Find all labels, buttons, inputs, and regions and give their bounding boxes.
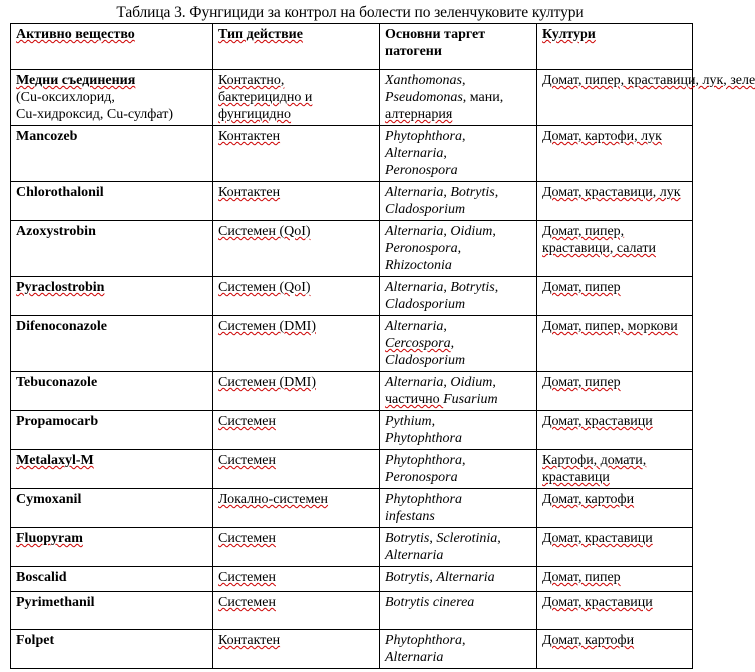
table-row bbox=[11, 70, 693, 126]
cell-action: Контактно, бактерицидно и фунгицидно bbox=[213, 70, 380, 126]
cell-substance: Chlorothalonil bbox=[11, 182, 213, 221]
cell-action: Системен bbox=[213, 411, 380, 450]
cell-targets: Phytophthora, Alternaria bbox=[380, 630, 537, 669]
header-action: Тип действие bbox=[213, 24, 380, 70]
header-row bbox=[11, 24, 693, 70]
table-row bbox=[11, 528, 693, 567]
cell-substance: Difenoconazole bbox=[11, 316, 213, 372]
cell-action: Системен bbox=[213, 592, 380, 630]
header-crops: Култури bbox=[537, 24, 693, 70]
table-row bbox=[11, 221, 693, 277]
cell-substance: Azoxystrobin bbox=[11, 221, 213, 277]
cell-substance: Metalaxyl-M bbox=[11, 450, 213, 489]
cell-targets: Botrytis cinerea bbox=[380, 592, 537, 630]
cell-substance: Folpet bbox=[11, 630, 213, 669]
cell-action: Системен (DMI) bbox=[213, 316, 380, 372]
cell-action: Системен bbox=[213, 528, 380, 567]
cell-substance: Fluopyram bbox=[11, 528, 213, 567]
cell-targets: Alternaria, Botrytis, Cladosporium bbox=[380, 277, 537, 316]
table-row bbox=[11, 567, 693, 592]
cell-crops: Домат, краставици bbox=[537, 592, 693, 630]
cell-targets: Alternaria, Cercospora, Cladosporium bbox=[380, 316, 537, 372]
cell-targets: Phytophthora, Peronospora bbox=[380, 450, 537, 489]
cell-action: Системен (QoI) bbox=[213, 277, 380, 316]
cell-crops: Картофи, домати, краставици bbox=[537, 450, 693, 489]
table-row bbox=[11, 592, 693, 630]
cell-action: Контактен bbox=[213, 126, 380, 182]
cell-action: Контактен bbox=[213, 630, 380, 669]
cell-action: Системен bbox=[213, 450, 380, 489]
cell-crops: Домат, краставици bbox=[537, 528, 693, 567]
fungicides-table bbox=[10, 23, 755, 669]
cell-action: Локално-системен bbox=[213, 489, 380, 528]
table-row bbox=[11, 450, 693, 489]
cell-crops: Домат, пипер bbox=[537, 567, 693, 592]
cell-targets: Pythium, Phytophthora bbox=[380, 411, 537, 450]
cell-crops: Домат, картофи bbox=[537, 489, 693, 528]
cell-targets: Phytophthora, Alternaria, Peronospora bbox=[380, 126, 537, 182]
cell-targets: Botrytis, Sclerotinia, Alternaria bbox=[380, 528, 537, 567]
cell-substance: Cymoxanil bbox=[11, 489, 213, 528]
table-row bbox=[11, 630, 693, 669]
cell-targets: Alternaria, Botrytis, Cladosporium bbox=[380, 182, 537, 221]
cell-substance: Медни съединения (Cu-оксихлорид, Cu-хидроксид, Cu-сулфат) bbox=[11, 70, 213, 126]
header-substance: Активно вещество bbox=[11, 24, 213, 70]
table-row bbox=[11, 316, 693, 372]
table-caption: Таблица 3. Фунгициди за контрол на болести по зеленчуковите култури bbox=[116, 4, 584, 21]
table-row bbox=[11, 277, 693, 316]
cell-crops: Домат, пипер bbox=[537, 372, 693, 411]
table-row bbox=[11, 372, 693, 411]
cell-substance: Tebuconazole bbox=[11, 372, 213, 411]
cell-substance: Pyraclostrobin bbox=[11, 277, 213, 316]
cell-action: Системен (QoI) bbox=[213, 221, 380, 277]
cell-action: Контактен bbox=[213, 182, 380, 221]
cell-crops: Домат, краставици, лук bbox=[537, 182, 693, 221]
cell-substance: Boscalid bbox=[11, 567, 213, 592]
cell-substance: Mancozeb bbox=[11, 126, 213, 182]
table-row bbox=[11, 182, 693, 221]
cell-targets: Botrytis, Alternaria bbox=[380, 567, 537, 592]
cell-crops: Домат, пипер bbox=[537, 277, 693, 316]
table-row bbox=[11, 126, 693, 182]
cell-targets: Alternaria, Oidium, Peronospora, Rhizoctonia bbox=[380, 221, 537, 277]
cell-substance: Pyrimethanil bbox=[11, 592, 213, 630]
cell-action: Системен bbox=[213, 567, 380, 592]
cell-crops: Домат, картофи, лук bbox=[537, 126, 693, 182]
cell-crops: Домат, пипер, краставици, салати bbox=[537, 221, 693, 277]
header-targets: Основни таргет патогени bbox=[380, 24, 537, 70]
cell-targets: Alternaria, Oidium, частично Fusarium bbox=[380, 372, 537, 411]
cell-crops: Домат, пипер, моркови bbox=[537, 316, 693, 372]
cell-substance: Propamocarb bbox=[11, 411, 213, 450]
cell-crops: Домат, пипер, краставици, лук, зеле bbox=[537, 70, 693, 126]
cell-action: Системен (DMI) bbox=[213, 372, 380, 411]
table-row bbox=[11, 411, 693, 450]
cell-crops: Домат, картофи bbox=[537, 630, 693, 669]
cell-crops: Домат, краставици bbox=[537, 411, 693, 450]
cell-targets: Xanthomonas, Pseudomonas, мани, алтернария bbox=[380, 70, 537, 126]
cell-targets: Phytophthora infestans bbox=[380, 489, 537, 528]
table-row bbox=[11, 489, 693, 528]
